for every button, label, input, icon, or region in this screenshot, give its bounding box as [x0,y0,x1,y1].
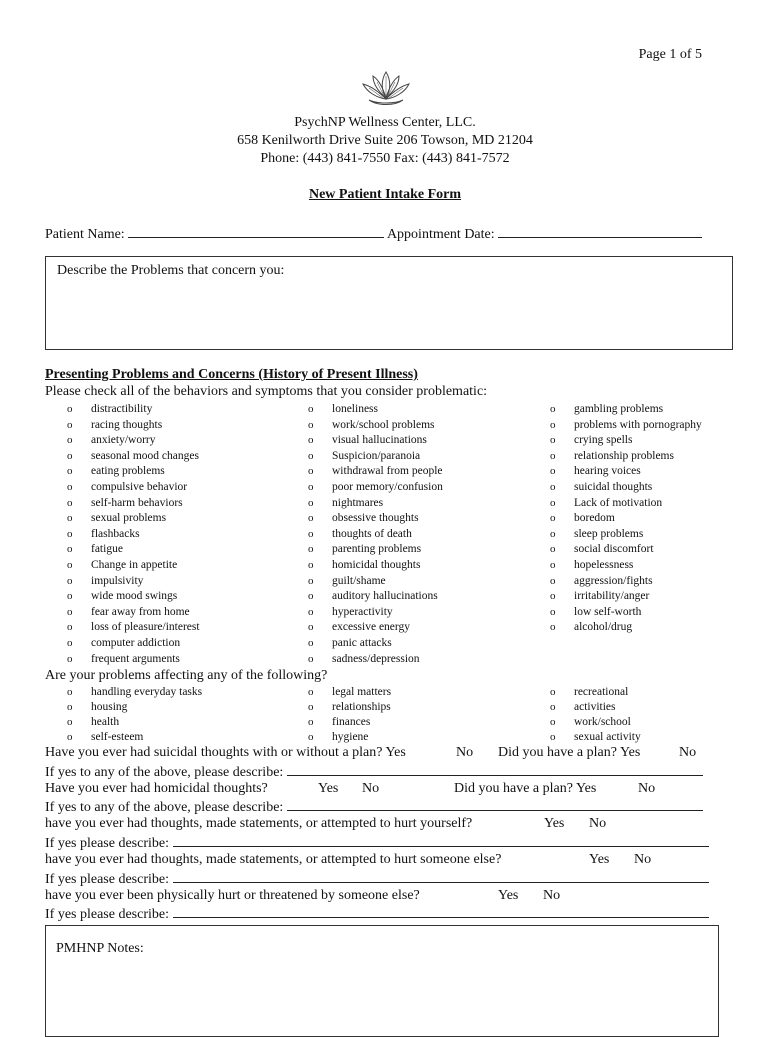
checkbox-circle-icon[interactable]: o [67,731,73,743]
checkbox-circle-icon[interactable]: o [550,496,556,509]
q1-no[interactable]: No [456,745,474,760]
checklist-item-label: sexual problems [91,512,167,525]
checkbox-circle-icon[interactable]: o [308,559,314,571]
checklist-item-label: sexual activity [574,731,641,743]
checklist-item-label: withdrawal from people [332,465,443,478]
checklist-item-label: hygiene [332,731,369,743]
checkbox-circle-icon[interactable]: o [550,716,556,728]
q5-describe-row [45,905,709,923]
checkbox-circle-icon[interactable]: o [308,590,314,603]
checkbox-circle-icon[interactable]: o [308,465,314,478]
checkbox-circle-icon[interactable]: o [67,543,73,556]
checkbox-circle-icon[interactable]: o [550,481,556,493]
checklist-item-label: fatigue [91,543,123,556]
checkbox-circle-icon[interactable]: o [550,512,556,525]
checkbox-circle-icon[interactable]: o [67,605,73,618]
checkbox-circle-icon[interactable]: o [308,418,314,431]
checkbox-circle-icon[interactable]: o [308,731,314,743]
checkbox-circle-icon[interactable]: o [67,686,73,698]
checklist-item-label: panic attacks [332,637,392,649]
checklist-item-label: housing [91,701,128,713]
checkbox-circle-icon[interactable]: o [67,637,73,649]
checkbox-circle-icon[interactable]: o [550,590,556,603]
affecting-question: Are your problems affecting any of the following? [45,668,328,683]
q2-describe-row [45,798,703,816]
checkbox-circle-icon[interactable]: o [308,716,314,728]
checklist-item-label: gambling problems [574,403,664,415]
checkbox-circle-icon[interactable]: o [550,621,556,634]
appointment-date-label: Appointment Date: [386,227,495,242]
org-phone: Phone: (443) 841-7550 Fax: (443) 841-7572 [260,151,510,166]
checklist-item-label: impulsivity [91,574,144,587]
q1-plan-question: Did you have a plan? Yes [498,745,641,760]
checkbox-circle-icon[interactable]: o [67,574,73,587]
checklist-item-label: self-esteem [91,731,144,743]
checkbox-circle-icon[interactable]: o [550,605,556,618]
checkbox-circle-icon[interactable]: o [550,449,556,462]
q1-describe-field[interactable] [287,763,703,776]
checkbox-circle-icon[interactable]: o [67,621,73,634]
checkbox-circle-icon[interactable]: o [67,512,73,525]
checklist-item-label: nightmares [332,496,384,509]
patient-name-label: Patient Name: [45,227,125,242]
patient-name-field[interactable] [128,225,384,238]
checkbox-circle-icon[interactable]: o [67,449,73,462]
checklist-item-label: frequent arguments [91,652,180,665]
checkbox-circle-icon[interactable]: o [550,403,556,415]
checkbox-circle-icon[interactable]: o [308,434,314,447]
checklist-item-label: irritability/anger [574,590,650,603]
checklist-item-label: crying spells [574,434,633,447]
q2-no[interactable]: No [362,781,380,796]
checklist-item-label: Change in appetite [91,559,178,571]
checklist-item-label: boredom [574,512,615,525]
checkbox-circle-icon[interactable]: o [67,434,73,447]
q1-plan-no[interactable]: No [679,745,697,760]
checklist-item-label: recreational [574,686,629,698]
page-number: Page 1 of 5 [638,47,702,62]
checkbox-circle-icon[interactable]: o [67,716,73,728]
checklist-item-label: thoughts of death [332,527,412,540]
checkbox-circle-icon[interactable]: o [550,527,556,540]
checklist-item-label: racing thoughts [91,418,163,431]
q5-describe-field[interactable] [173,905,709,918]
q1-row [45,745,406,761]
checkbox-circle-icon[interactable]: o [308,637,314,649]
checklist-item-label: excessive energy [332,621,411,634]
q2-text: Have you ever had homicidal thoughts? [45,781,268,796]
checklist-item-label: Suspicion/paranoia [332,449,421,462]
q5-describe-label: If yes please describe: [45,907,169,922]
checklist-item-label: eating problems [91,465,165,478]
org-address: 658 Kenilworth Drive Suite 206 Towson, MD 21204 [237,133,533,148]
q3-describe-field[interactable] [173,834,709,847]
checklist-item-label: fear away from home [91,605,190,618]
presenting-problems-instructions: Please check all of the behaviors and symptoms that you consider problematic: [45,384,488,399]
checklist-item-label: social discomfort [574,543,654,556]
checklist-item-label: anxiety/worry [91,434,156,447]
checkbox-circle-icon[interactable]: o [67,527,73,540]
checklist-item-label: distractibility [91,403,153,415]
checklist-item-label: finances [332,716,371,728]
pmhnp-notes-label: PMHNP Notes: [56,941,144,956]
checkbox-circle-icon[interactable]: o [67,652,73,665]
org-name: PsychNP Wellness Center, LLC. [294,115,476,130]
checklist-item-label: work/school problems [332,418,435,431]
pmhnp-notes-box[interactable] [45,925,719,1037]
checkbox-circle-icon[interactable]: o [308,574,314,587]
q3-describe-label: If yes please describe: [45,836,169,851]
checklist-item-label: handling everyday tasks [91,686,203,698]
checkbox-circle-icon[interactable]: o [308,449,314,462]
checkbox-circle-icon[interactable]: o [308,652,314,665]
checkbox-circle-icon[interactable]: o [550,434,556,447]
checklist-item-label: hopelessness [574,559,634,571]
checkbox-circle-icon[interactable]: o [308,605,314,618]
checkbox-circle-icon[interactable]: o [308,527,314,540]
checklist-item-label: wide mood swings [91,590,178,603]
q3-yes[interactable]: Yes [544,816,565,831]
checkbox-circle-icon[interactable]: o [308,403,314,415]
checkbox-circle-icon[interactable]: o [550,731,556,743]
q4-describe-field[interactable] [173,870,709,883]
checklist-item-label: legal matters [332,686,392,698]
checkbox-circle-icon[interactable]: o [308,621,314,634]
q1-describe-row [45,763,703,781]
checklist-item-label: seasonal mood changes [91,449,199,462]
checklist-item-label: computer addiction [91,637,181,649]
checklist-item-label: obsessive thoughts [332,512,419,525]
checklist-item-label: low self-worth [574,605,642,618]
q3-text: have you ever had thoughts, made statements, or attempted to hurt yourself? [45,816,473,831]
checklist-item-label: health [91,716,120,728]
q2-plan-no[interactable]: No [638,781,656,796]
checklist-item-label: relationships [332,701,391,713]
checklist-item-label: flashbacks [91,527,140,540]
checkbox-circle-icon[interactable]: o [550,418,556,431]
patient-name-row [45,225,702,243]
lotus-icon [359,66,413,110]
q1-describe-label: If yes to any of the above, please describe: [45,765,284,780]
q2-describe-label: If yes to any of the above, please describe: [45,800,284,815]
describe-problems-label: Describe the Problems that concern you: [57,263,285,278]
checklist-item-label: sleep problems [574,527,644,540]
q5-no[interactable]: No [543,888,561,903]
checklist-item-label: auditory hallucinations [332,590,438,603]
checklist-item-label: visual hallucinations [332,434,427,447]
checkbox-circle-icon[interactable]: o [308,481,314,493]
q4-no[interactable]: No [634,852,652,867]
checklist-item-label: aggression/fights [574,574,653,587]
q2-yes[interactable]: Yes [318,781,339,796]
q4-yes[interactable]: Yes [589,852,610,867]
checkbox-circle-icon[interactable]: o [308,701,314,713]
checklist-item-label: loneliness [332,403,378,415]
checkbox-circle-icon[interactable]: o [308,543,314,556]
q1-text: Have you ever had suicidal thoughts with or without a plan? Yes [45,745,406,760]
checklist-item-label: guilt/shame [332,574,386,587]
checklist-item-label: activities [574,701,616,713]
checkbox-circle-icon[interactable]: o [308,512,314,525]
checkbox-circle-icon[interactable]: o [550,574,556,587]
checkbox-circle-icon[interactable]: o [67,590,73,603]
checklist-item-label: Lack of motivation [574,496,663,509]
checklist-item-label: parenting problems [332,543,422,556]
checkbox-circle-icon[interactable]: o [550,465,556,478]
checkbox-circle-icon[interactable]: o [550,701,556,713]
q4-describe-label: If yes please describe: [45,872,169,887]
checkbox-circle-icon[interactable]: o [67,496,73,509]
checklist-item-label: suicidal thoughts [574,481,653,493]
checkbox-circle-icon[interactable]: o [550,686,556,698]
checkbox-circle-icon[interactable]: o [308,496,314,509]
checklist-item-label: hyperactivity [332,605,393,618]
checklist-item-label: compulsive behavior [91,481,188,493]
q2-describe-field[interactable] [287,798,703,811]
q4-text: have you ever had thoughts, made statements, or attempted to hurt someone else? [45,852,502,867]
checkbox-circle-icon[interactable]: o [550,543,556,556]
checkbox-circle-icon[interactable]: o [67,559,73,571]
checklist-item-label: problems with pornography [574,418,702,431]
checklist-item-label: hearing voices [574,465,641,478]
q2-plan-question: Did you have a plan? Yes [454,781,597,796]
checkbox-circle-icon[interactable]: o [67,418,73,431]
checklist-item-label: loss of pleasure/interest [91,621,200,634]
checklist-item-label: homicidal thoughts [332,559,421,571]
describe-problems-box[interactable] [45,256,733,350]
q3-no[interactable]: No [589,816,607,831]
checklist-item-label: sadness/depression [332,652,420,665]
presenting-problems-title: Presenting Problems and Concerns (History of Present Illness) [45,367,418,382]
q5-yes[interactable]: Yes [498,888,519,903]
form-title: New Patient Intake Form [308,187,462,202]
checklist-item-label: relationship problems [574,449,674,462]
checklist-item-label: self-harm behaviors [91,496,183,509]
q4-describe-row [45,870,709,888]
checkbox-circle-icon[interactable]: o [67,481,73,493]
checkbox-circle-icon[interactable]: o [550,559,556,571]
q5-text: have you ever been physically hurt or threatened by someone else? [45,888,420,903]
checklist-item-label: work/school [574,716,631,728]
checkbox-circle-icon[interactable]: o [67,403,73,415]
checklist-item-label: alcohol/drug [574,621,633,634]
checkbox-circle-icon[interactable]: o [67,465,73,478]
q3-describe-row [45,834,709,852]
appointment-date-field[interactable] [498,225,702,238]
checkbox-circle-icon[interactable]: o [67,701,73,713]
checklist-item-label: poor memory/confusion [332,481,443,493]
checkbox-circle-icon[interactable]: o [308,686,314,698]
